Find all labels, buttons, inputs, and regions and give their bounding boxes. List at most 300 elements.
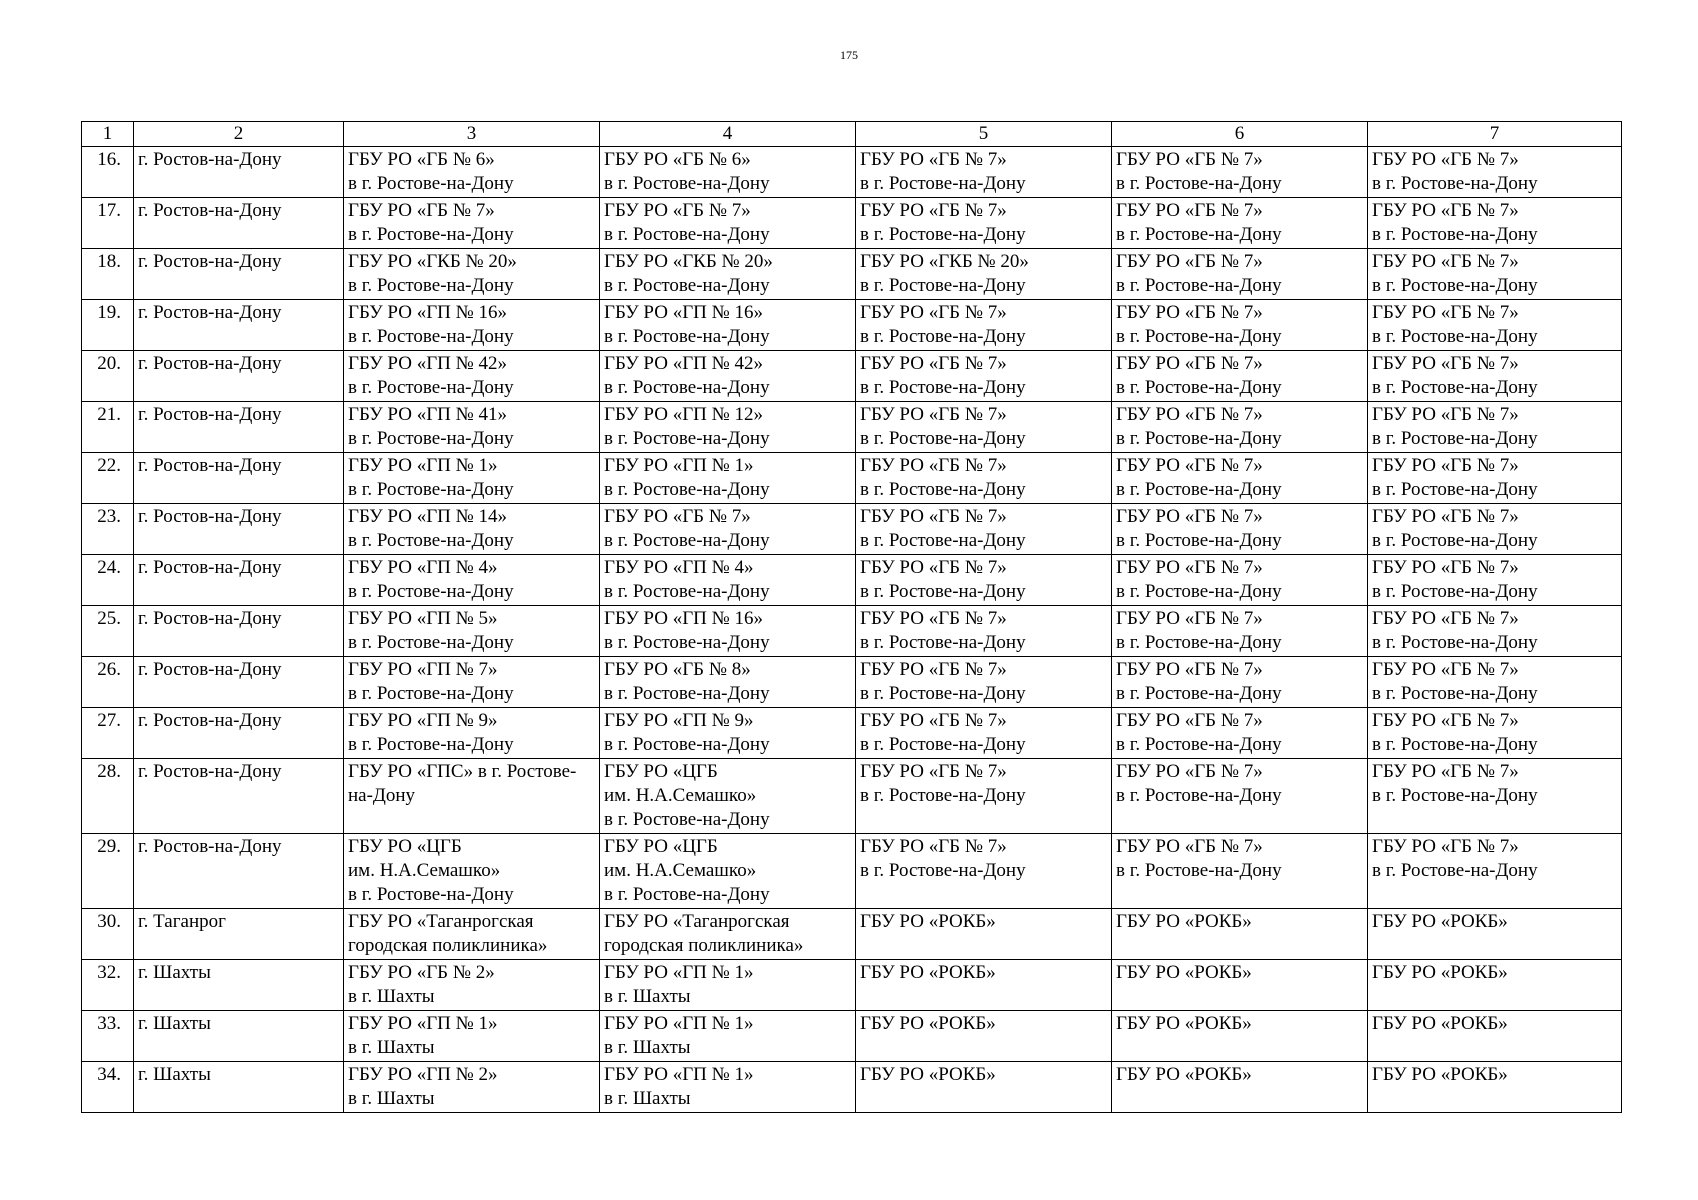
cell-line: в г. Ростове-на-Дону xyxy=(860,377,1026,398)
cell-line: ГБУ РО «ГБ № 7» xyxy=(1372,608,1519,629)
cell-line: в г. Ростове-на-Дону xyxy=(348,275,514,296)
cell-line: в г. Шахты xyxy=(604,1037,691,1058)
table-row xyxy=(82,708,1622,759)
cell-line: в г. Ростове-на-Дону xyxy=(860,785,1026,806)
table-row xyxy=(82,555,1622,606)
cell-line: ГБУ РО «РОКБ» xyxy=(1372,962,1508,983)
row-number-cell: 17. xyxy=(82,198,134,249)
city-cell: г. Ростов-на-Дону xyxy=(134,504,344,555)
cell-line: в г. Ростове-на-Дону xyxy=(1116,860,1282,881)
cell-line: ГБУ РО «ГБ № 8» xyxy=(604,659,751,680)
cell-line: ГБУ РО «ГБ № 7» xyxy=(1372,557,1519,578)
cell-line: ГБУ РО «РОКБ» xyxy=(1116,911,1252,932)
cell-line: ГБУ РО «ГБ № 7» xyxy=(1116,149,1263,170)
table-row xyxy=(82,453,1622,504)
cell-line: в г. Ростове-на-Дону xyxy=(348,683,514,704)
city-cell: г. Ростов-на-Дону xyxy=(134,708,344,759)
cell-line: в г. Шахты xyxy=(604,1088,691,1109)
institution-cell-c4 xyxy=(600,147,856,198)
cell-line: в г. Ростове-на-Дону xyxy=(1116,581,1282,602)
cell-line: им. Н.А.Семашко» xyxy=(348,860,501,881)
institution-cell-c7 xyxy=(1368,249,1622,300)
city-cell: г. Таганрог xyxy=(134,909,344,960)
cell-line: ГБУ РО «ГБ № 7» xyxy=(860,557,1007,578)
cell-line: в г. Ростове-на-Дону xyxy=(1372,530,1538,551)
row-number-cell: 23. xyxy=(82,504,134,555)
institution-cell-c4 xyxy=(600,708,856,759)
cell-line: в г. Ростове-на-Дону xyxy=(604,377,770,398)
cell-line: в г. Ростове-на-Дону xyxy=(1372,860,1538,881)
institution-cell-c7 xyxy=(1368,351,1622,402)
cell-line: ГБУ РО «ГП № 41» xyxy=(348,404,508,425)
page-number: 175 xyxy=(840,48,858,62)
cell-line: ГБУ РО «ГБ № 7» xyxy=(860,200,1007,221)
table-row xyxy=(82,606,1622,657)
cell-line: в г. Ростове-на-Дону xyxy=(1372,632,1538,653)
institution-cell-c7 xyxy=(1368,504,1622,555)
institution-cell-c5 xyxy=(856,657,1112,708)
institution-cell-c5 xyxy=(856,1011,1112,1062)
cell-line: ГБУ РО «ГБ № 2» xyxy=(348,962,495,983)
city-cell: г. Ростов-на-Дону xyxy=(134,402,344,453)
institution-cell-c5 xyxy=(856,198,1112,249)
cell-line: ГБУ РО «ГБ № 7» xyxy=(860,353,1007,374)
row-number-cell: 19. xyxy=(82,300,134,351)
cell-line: в г. Ростове-на-Дону xyxy=(1116,377,1282,398)
cell-line: ГБУ РО «ГБ № 6» xyxy=(604,149,751,170)
cell-line: им. Н.А.Семашко» xyxy=(604,785,757,806)
institution-cell-c5 xyxy=(856,504,1112,555)
city-cell: г. Ростов-на-Дону xyxy=(134,147,344,198)
cell-line: в г. Ростове-на-Дону xyxy=(348,377,514,398)
cell-line: ГБУ РО «РОКБ» xyxy=(860,1013,996,1034)
cell-line: в г. Ростове-на-Дону xyxy=(1372,224,1538,245)
table-header-row xyxy=(82,122,1622,147)
institution-cell-c5 xyxy=(856,834,1112,909)
institution-cell-c6 xyxy=(1112,402,1368,453)
institution-cell-c6 xyxy=(1112,504,1368,555)
cell-line: ГБУ РО «ГБ № 7» xyxy=(860,455,1007,476)
cell-line: ГБУ РО «ГБ № 7» xyxy=(1372,506,1519,527)
row-number-cell: 27. xyxy=(82,708,134,759)
table-row xyxy=(82,834,1622,909)
institution-cell-c6 xyxy=(1112,759,1368,834)
city-cell: г. Шахты xyxy=(134,1011,344,1062)
institution-cell-c6 xyxy=(1112,960,1368,1011)
institution-cell-c3 xyxy=(344,960,600,1011)
cell-line: им. Н.А.Семашко» xyxy=(604,860,757,881)
cell-line: ГБУ РО «Таганрогская xyxy=(348,911,534,932)
column-header-4: 4 xyxy=(600,122,856,147)
institution-cell-c7 xyxy=(1368,402,1622,453)
cell-line: ГБУ РО «ГБ № 7» xyxy=(860,608,1007,629)
city-cell: г. Ростов-на-Дону xyxy=(134,657,344,708)
institution-cell-c7 xyxy=(1368,1062,1622,1113)
row-number-cell: 24. xyxy=(82,555,134,606)
institution-cell-c5 xyxy=(856,708,1112,759)
cell-line: в г. Ростове-на-Дону xyxy=(348,734,514,755)
cell-line: в г. Ростове-на-Дону xyxy=(604,428,770,449)
cell-line: ГБУ РО «РОКБ» xyxy=(1372,1064,1508,1085)
cell-line: в г. Ростове-на-Дону xyxy=(1116,632,1282,653)
institution-cell-c6 xyxy=(1112,657,1368,708)
institution-cell-c5 xyxy=(856,606,1112,657)
institution-cell-c4 xyxy=(600,555,856,606)
institution-cell-c4 xyxy=(600,606,856,657)
row-number-cell: 21. xyxy=(82,402,134,453)
cell-line: ГБУ РО «ГБ № 7» xyxy=(1116,608,1263,629)
institution-cell-c7 xyxy=(1368,1011,1622,1062)
cell-line: в г. Ростове-на-Дону xyxy=(604,530,770,551)
cell-line: ГБУ РО «ГП № 1» xyxy=(604,1064,754,1085)
cell-line: ГБУ РО «ГП № 12» xyxy=(604,404,764,425)
table-row xyxy=(82,657,1622,708)
institution-cell-c3 xyxy=(344,198,600,249)
cell-line: ГБУ РО «ГП № 9» xyxy=(348,710,498,731)
cell-line: в г. Ростове-на-Дону xyxy=(348,632,514,653)
cell-line: ГБУ РО «ГБ № 7» xyxy=(1372,302,1519,323)
institution-cell-c3 xyxy=(344,834,600,909)
institution-cell-c4 xyxy=(600,504,856,555)
institution-cell-c5 xyxy=(856,351,1112,402)
cell-line: ГБУ РО «ГП № 2» xyxy=(348,1064,498,1085)
institution-cell-c3 xyxy=(344,1011,600,1062)
institution-cell-c5 xyxy=(856,402,1112,453)
institution-cell-c4 xyxy=(600,453,856,504)
cell-line: ГБУ РО «ГБ № 7» xyxy=(860,302,1007,323)
institution-cell-c3 xyxy=(344,555,600,606)
cell-line: ГБУ РО «ГБ № 7» xyxy=(1372,455,1519,476)
cell-line: ГБУ РО «ГБ № 7» xyxy=(1372,149,1519,170)
cell-line: ГБУ РО «ГП № 4» xyxy=(604,557,754,578)
institution-cell-c4 xyxy=(600,351,856,402)
institution-cell-c4 xyxy=(600,909,856,960)
cell-line: в г. Ростове-на-Дону xyxy=(348,326,514,347)
cell-line: в г. Ростове-на-Дону xyxy=(348,224,514,245)
cell-line: ГБУ РО «ГБ № 7» xyxy=(860,761,1007,782)
cell-line: в г. Ростове-на-Дону xyxy=(1372,581,1538,602)
table-row xyxy=(82,960,1622,1011)
institution-cell-c5 xyxy=(856,300,1112,351)
cell-line: в г. Ростове-на-Дону xyxy=(604,632,770,653)
cell-line: в г. Ростове-на-Дону xyxy=(348,428,514,449)
row-number-cell: 25. xyxy=(82,606,134,657)
institution-cell-c3 xyxy=(344,1062,600,1113)
cell-line: ГБУ РО «ГБ № 7» xyxy=(1116,200,1263,221)
institution-cell-c5 xyxy=(856,1062,1112,1113)
institution-cell-c3 xyxy=(344,147,600,198)
cell-line: в г. Ростове-на-Дону xyxy=(860,275,1026,296)
cell-line: в г. Ростове-на-Дону xyxy=(604,173,770,194)
cell-line: в г. Ростове-на-Дону xyxy=(860,428,1026,449)
table-row xyxy=(82,759,1622,834)
institution-cell-c6 xyxy=(1112,834,1368,909)
row-number-cell: 30. xyxy=(82,909,134,960)
cell-line: в г. Ростове-на-Дону xyxy=(348,173,514,194)
row-number-cell: 29. xyxy=(82,834,134,909)
row-number-cell: 16. xyxy=(82,147,134,198)
row-number-cell: 34. xyxy=(82,1062,134,1113)
city-cell: г. Ростов-на-Дону xyxy=(134,555,344,606)
cell-line: в г. Ростове-на-Дону xyxy=(604,683,770,704)
institution-cell-c4 xyxy=(600,1062,856,1113)
cell-line: ГБУ РО «ГБ № 7» xyxy=(1116,659,1263,680)
cell-line: ГБУ РО «ГБ № 6» xyxy=(348,149,495,170)
cell-line: в г. Ростове-на-Дону xyxy=(348,530,514,551)
cell-line: ГБУ РО «ГБ № 7» xyxy=(1372,251,1519,272)
institution-cell-c7 xyxy=(1368,555,1622,606)
table-row xyxy=(82,351,1622,402)
row-number-cell: 22. xyxy=(82,453,134,504)
cell-line: ГБУ РО «ГП № 16» xyxy=(348,302,508,323)
institution-cell-c6 xyxy=(1112,555,1368,606)
cell-line: ГБУ РО «ГБ № 7» xyxy=(860,659,1007,680)
city-cell: г. Ростов-на-Дону xyxy=(134,606,344,657)
institution-cell-c3 xyxy=(344,759,600,834)
institution-cell-c4 xyxy=(600,657,856,708)
institution-cell-c7 xyxy=(1368,453,1622,504)
city-cell: г. Ростов-на-Дону xyxy=(134,453,344,504)
institution-cell-c7 xyxy=(1368,834,1622,909)
institution-cell-c6 xyxy=(1112,453,1368,504)
city-cell: г. Ростов-на-Дону xyxy=(134,759,344,834)
institution-cell-c7 xyxy=(1368,300,1622,351)
column-header-7: 7 xyxy=(1368,122,1622,147)
cell-line: в г. Ростове-на-Дону xyxy=(1116,530,1282,551)
cell-line: ГБУ РО «ГКБ № 20» xyxy=(604,251,773,272)
cell-line: в г. Ростове-на-Дону xyxy=(604,479,770,500)
institution-cell-c6 xyxy=(1112,1011,1368,1062)
cell-line: ГБУ РО «ЦГБ xyxy=(604,761,718,782)
cell-line: ГБУ РО «ГБ № 7» xyxy=(604,506,751,527)
cell-line: ГБУ РО «ГБ № 7» xyxy=(860,836,1007,857)
cell-line: в г. Ростове-на-Дону xyxy=(1116,275,1282,296)
cell-line: в г. Ростове-на-Дону xyxy=(1116,479,1282,500)
cell-line: в г. Ростове-на-Дону xyxy=(1372,428,1538,449)
institution-cell-c6 xyxy=(1112,300,1368,351)
cell-line: в г. Ростове-на-Дону xyxy=(860,479,1026,500)
institution-cell-c7 xyxy=(1368,909,1622,960)
table-row xyxy=(82,909,1622,960)
cell-line: ГБУ РО «ГБ № 7» xyxy=(1372,200,1519,221)
cell-line: ГБУ РО «ГП № 14» xyxy=(348,506,508,527)
cell-line: ГБУ РО «Таганрогская xyxy=(604,911,790,932)
column-header-1: 1 xyxy=(82,122,134,147)
institution-cell-c5 xyxy=(856,555,1112,606)
institution-cell-c4 xyxy=(600,300,856,351)
cell-line: в г. Ростове-на-Дону xyxy=(1116,683,1282,704)
city-cell: г. Ростов-на-Дону xyxy=(134,351,344,402)
institution-cell-c5 xyxy=(856,453,1112,504)
cell-line: ГБУ РО «ГБ № 7» xyxy=(1372,761,1519,782)
cell-line: в г. Ростове-на-Дону xyxy=(860,632,1026,653)
institution-cell-c7 xyxy=(1368,708,1622,759)
cell-line: ГБУ РО «ГБ № 7» xyxy=(1116,353,1263,374)
cell-line: на-Дону xyxy=(348,785,416,806)
institution-cell-c6 xyxy=(1112,606,1368,657)
cell-line: ГБУ РО «ГБ № 7» xyxy=(1372,353,1519,374)
column-header-6: 6 xyxy=(1112,122,1368,147)
cell-line: ГБУ РО «РОКБ» xyxy=(1372,911,1508,932)
cell-line: в г. Ростове-на-Дону xyxy=(1116,173,1282,194)
institution-cell-c4 xyxy=(600,759,856,834)
institution-cell-c6 xyxy=(1112,909,1368,960)
cell-line: ГБУ РО «ГКБ № 20» xyxy=(348,251,517,272)
cell-line: в г. Ростове-на-Дону xyxy=(604,734,770,755)
cell-line: в г. Ростове-на-Дону xyxy=(348,479,514,500)
cell-line: в г. Ростове-на-Дону xyxy=(1116,428,1282,449)
cell-line: в г. Ростове-на-Дону xyxy=(860,530,1026,551)
institution-cell-c5 xyxy=(856,909,1112,960)
cell-line: в г. Ростове-на-Дону xyxy=(604,809,770,830)
cell-line: ГБУ РО «РОКБ» xyxy=(1372,1013,1508,1034)
city-cell: г. Ростов-на-Дону xyxy=(134,834,344,909)
institution-cell-c3 xyxy=(344,657,600,708)
table-row xyxy=(82,147,1622,198)
city-cell: г. Ростов-на-Дону xyxy=(134,249,344,300)
cell-line: ГБУ РО «ГБ № 7» xyxy=(1116,710,1263,731)
cell-line: ГБУ РО «ГП № 7» xyxy=(348,659,498,680)
cell-line: ГБУ РО «ГБ № 7» xyxy=(1116,506,1263,527)
column-header-2: 2 xyxy=(134,122,344,147)
institution-cell-c7 xyxy=(1368,657,1622,708)
cell-line: ГБУ РО «ГБ № 7» xyxy=(1116,836,1263,857)
cell-line: ГБУ РО «ГБ № 7» xyxy=(860,404,1007,425)
cell-line: в г. Ростове-на-Дону xyxy=(1116,224,1282,245)
row-number-cell: 20. xyxy=(82,351,134,402)
cell-line: в г. Ростове-на-Дону xyxy=(1116,326,1282,347)
cell-line: ГБУ РО «ГП № 42» xyxy=(348,353,508,374)
cell-line: ГБУ РО «ГП № 16» xyxy=(604,608,764,629)
cell-line: в г. Ростове-на-Дону xyxy=(860,224,1026,245)
city-cell: г. Шахты xyxy=(134,960,344,1011)
table-row xyxy=(82,198,1622,249)
cell-line: в г. Ростове-на-Дону xyxy=(348,581,514,602)
cell-line: в г. Ростове-на-Дону xyxy=(604,224,770,245)
cell-line: ГБУ РО «ГП № 1» xyxy=(604,962,754,983)
institution-cell-c7 xyxy=(1368,198,1622,249)
cell-line: ГБУ РО «ГБ № 7» xyxy=(1116,557,1263,578)
institution-cell-c6 xyxy=(1112,708,1368,759)
institution-cell-c7 xyxy=(1368,606,1622,657)
institution-cell-c6 xyxy=(1112,249,1368,300)
institution-cell-c3 xyxy=(344,606,600,657)
institution-cell-c4 xyxy=(600,834,856,909)
table-row xyxy=(82,300,1622,351)
table-row xyxy=(82,1011,1622,1062)
row-number-cell: 26. xyxy=(82,657,134,708)
cell-line: в г. Ростове-на-Дону xyxy=(1372,785,1538,806)
cell-line: ГБУ РО «РОКБ» xyxy=(1116,1013,1252,1034)
cell-line: в г. Ростове-на-Дону xyxy=(1116,734,1282,755)
cell-line: в г. Ростове-на-Дону xyxy=(1372,173,1538,194)
institution-cell-c3 xyxy=(344,351,600,402)
institution-cell-c4 xyxy=(600,249,856,300)
cell-line: ГБУ РО «ГП № 1» xyxy=(604,455,754,476)
cell-line: в г. Ростове-на-Дону xyxy=(860,734,1026,755)
cell-line: ГБУ РО «ГБ № 7» xyxy=(1372,404,1519,425)
cell-line: ГБУ РО «ГБ № 7» xyxy=(1372,659,1519,680)
cell-line: ГБУ РО «ГП № 1» xyxy=(348,1013,498,1034)
city-cell: г. Ростов-на-Дону xyxy=(134,198,344,249)
cell-line: в г. Ростове-на-Дону xyxy=(604,326,770,347)
cell-line: ГБУ РО «ГП № 4» xyxy=(348,557,498,578)
cell-line: ГБУ РО «ГБ № 7» xyxy=(348,200,495,221)
cell-line: ГБУ РО «ГП № 5» xyxy=(348,608,498,629)
cell-line: ГБУ РО «ГКБ № 20» xyxy=(860,251,1029,272)
institution-cell-c6 xyxy=(1112,351,1368,402)
cell-line: ГБУ РО «ГП № 1» xyxy=(348,455,498,476)
cell-line: ГБУ РО «ГП № 16» xyxy=(604,302,764,323)
cell-line: ГБУ РО «ГБ № 7» xyxy=(860,149,1007,170)
cell-line: ГБУ РО «ГП № 42» xyxy=(604,353,764,374)
institution-cell-c7 xyxy=(1368,759,1622,834)
cell-line: городская поликлиника» xyxy=(604,935,804,956)
institution-cell-c5 xyxy=(856,759,1112,834)
cell-line: в г. Ростове-на-Дону xyxy=(860,860,1026,881)
institution-cell-c3 xyxy=(344,909,600,960)
cell-line: ГБУ РО «ГБ № 7» xyxy=(1116,251,1263,272)
table-row xyxy=(82,504,1622,555)
column-header-5: 5 xyxy=(856,122,1112,147)
cell-line: ГБУ РО «ГБ № 7» xyxy=(1116,455,1263,476)
cell-line: в г. Ростове-на-Дону xyxy=(1372,683,1538,704)
institution-cell-c4 xyxy=(600,198,856,249)
cell-line: в г. Шахты xyxy=(604,986,691,1007)
table-row xyxy=(82,249,1622,300)
cell-line: в г. Ростове-на-Дону xyxy=(1372,377,1538,398)
cell-line: ГБУ РО «ГБ № 7» xyxy=(1372,710,1519,731)
institution-cell-c5 xyxy=(856,960,1112,1011)
cell-line: в г. Ростове-на-Дону xyxy=(860,581,1026,602)
institution-cell-c3 xyxy=(344,708,600,759)
institution-cell-c5 xyxy=(856,147,1112,198)
table-row xyxy=(82,402,1622,453)
hospital-routing-table xyxy=(81,121,1622,1113)
cell-line: в г. Ростове-на-Дону xyxy=(1372,734,1538,755)
institution-cell-c6 xyxy=(1112,147,1368,198)
cell-line: в г. Ростове-на-Дону xyxy=(1372,275,1538,296)
cell-line: ГБУ РО «РОКБ» xyxy=(860,911,996,932)
cell-line: ГБУ РО «ГБ № 7» xyxy=(1116,761,1263,782)
cell-line: ГБУ РО «ГБ № 7» xyxy=(1116,404,1263,425)
cell-line: в г. Ростове-на-Дону xyxy=(1116,785,1282,806)
row-number-cell: 28. xyxy=(82,759,134,834)
table-row xyxy=(82,1062,1622,1113)
cell-line: городская поликлиника» xyxy=(348,935,548,956)
institution-cell-c3 xyxy=(344,504,600,555)
institution-cell-c4 xyxy=(600,402,856,453)
cell-line: ГБУ РО «ГП № 1» xyxy=(604,1013,754,1034)
cell-line: в г. Ростове-на-Дону xyxy=(604,275,770,296)
institution-cell-c3 xyxy=(344,249,600,300)
institution-cell-c3 xyxy=(344,402,600,453)
institution-cell-c7 xyxy=(1368,960,1622,1011)
institution-cell-c5 xyxy=(856,249,1112,300)
institution-cell-c7 xyxy=(1368,147,1622,198)
cell-line: ГБУ РО «РОКБ» xyxy=(1116,962,1252,983)
cell-line: ГБУ РО «ГП № 9» xyxy=(604,710,754,731)
cell-line: в г. Ростове-на-Дону xyxy=(604,581,770,602)
cell-line: в г. Ростове-на-Дону xyxy=(1372,326,1538,347)
cell-line: в г. Ростове-на-Дону xyxy=(860,173,1026,194)
city-cell: г. Шахты xyxy=(134,1062,344,1113)
row-number-cell: 18. xyxy=(82,249,134,300)
cell-line: ГБУ РО «РОКБ» xyxy=(860,1064,996,1085)
cell-line: ГБУ РО «ГБ № 7» xyxy=(604,200,751,221)
cell-line: ГБУ РО «ГБ № 7» xyxy=(1116,302,1263,323)
cell-line: ГБУ РО «ГПС» в г. Ростове- xyxy=(348,761,577,782)
